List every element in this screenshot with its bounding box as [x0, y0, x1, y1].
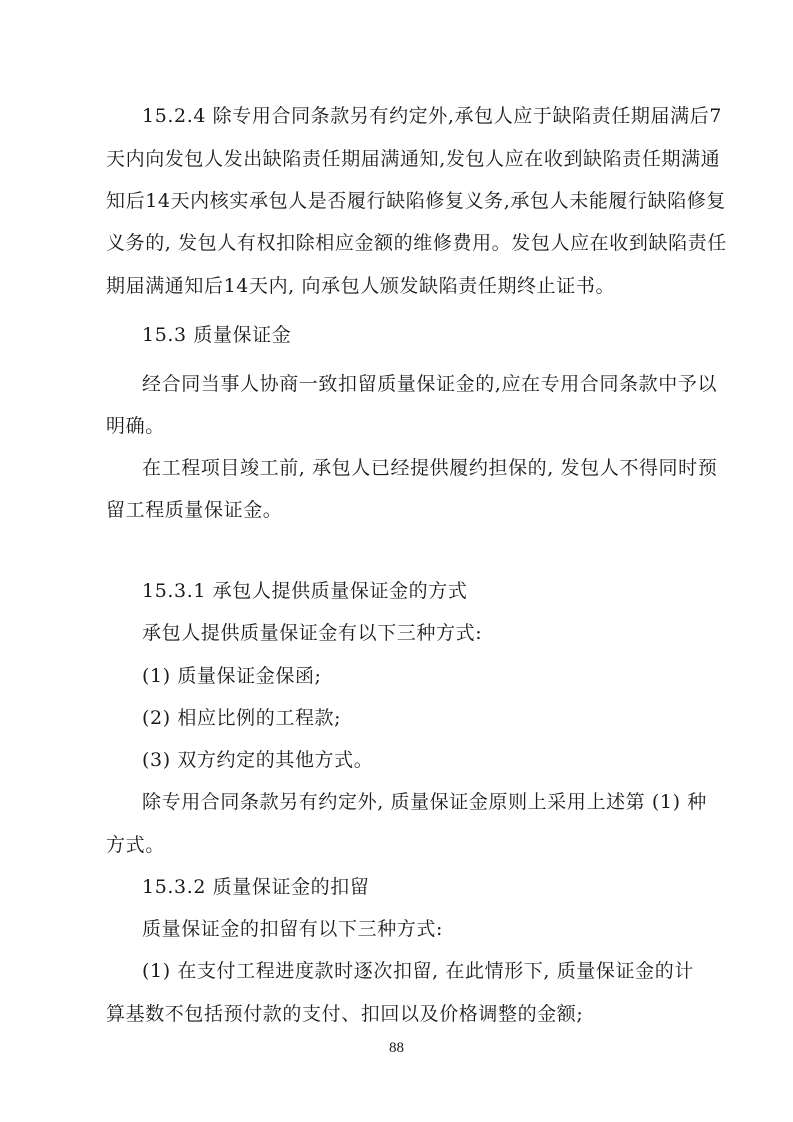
default-method-line-1: 除专用合同条款另有约定外, 质量保证金原则上采用上述第 (1) 种 [142, 791, 707, 813]
clause-15-3-1-heading: 15.3.1 承包人提供质量保证金的方式 [142, 580, 468, 602]
methods-intro: 承包人提供质量保证金有以下三种方式: [142, 622, 483, 644]
list-item-2: (2) 相应比例的工程款; [142, 707, 342, 729]
page-number: 88 [389, 1040, 404, 1056]
clause-15-2-4-line-5: 期届满通知后14天内, 向承包人颁发缺陷责任期终止证书。 [106, 275, 616, 297]
clause-15-2-4-line-1: 15.2.4 除专用合同条款另有约定外,承包人应于缺陷责任期届满后7 [142, 105, 723, 127]
section-15-3-heading: 15.3 质量保证金 [142, 324, 292, 346]
list-item-3: (3) 双方约定的其他方式。 [142, 749, 374, 771]
withholding-intro: 质量保证金的扣留有以下三种方式: [142, 918, 444, 940]
withholding-item-1-line-2: 算基数不包括预付款的支付、扣回以及价格调整的金额; [106, 1003, 584, 1025]
paragraph-completion-line-1: 在工程项目竣工前, 承包人已经提供履约担保的, 发包人不得同时预 [142, 457, 718, 479]
default-method-line-2: 方式。 [106, 834, 165, 856]
paragraph-completion-line-2: 留工程质量保证金。 [106, 499, 283, 521]
clause-15-2-4-line-3: 知后14天内核实承包人是否履行缺陷修复义务,承包人未能履行缺陷修复 [106, 190, 727, 212]
withholding-item-1-line-1: (1) 在支付工程进度款时逐次扣留, 在此情形下, 质量保证金的计 [142, 960, 694, 982]
list-item-1: (1) 质量保证金保函; [142, 665, 322, 687]
paragraph-agreement-line-1: 经合同当事人协商一致扣留质量保证金的,应在专用合同条款中予以 [142, 373, 718, 395]
paragraph-agreement-line-2: 明确。 [106, 415, 165, 437]
clause-15-3-2-heading: 15.3.2 质量保证金的扣留 [142, 876, 370, 898]
clause-15-2-4-line-2: 天内向发包人发出缺陷责任期届满通知,发包人应在收到缺陷责任期满通 [106, 148, 721, 170]
clause-15-2-4-line-4: 义务的, 发包人有权扣除相应金额的维修费用。发包人应在收到缺陷责任 [106, 232, 727, 254]
